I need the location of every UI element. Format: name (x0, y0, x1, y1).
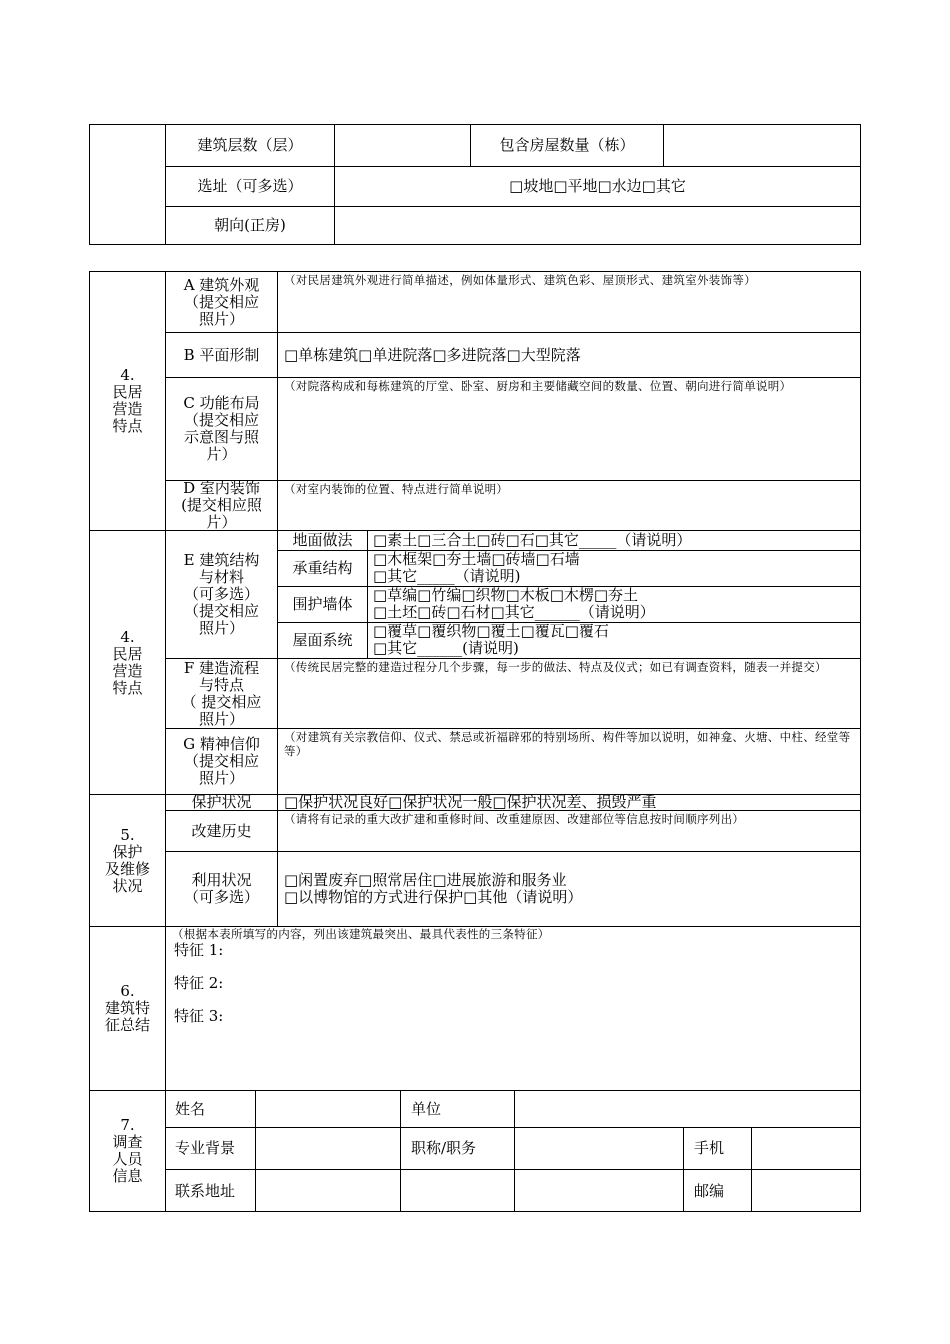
label-line: (提交相应照 (181, 496, 262, 514)
usage-status-options-2[interactable]: □以博物馆的方式进行保护□其他（请说明） (284, 888, 583, 906)
bearing-structure-label (278, 551, 367, 586)
enclosure-wall-other[interactable]: □土坯□砖□石材□其它______（请说明） (373, 603, 655, 621)
label-line: G 精神信仰 (183, 735, 260, 753)
process-hint[interactable]: （传统民居完整的建造过程分几个步骤，每一步的做法、特点及仪式；如已有调查资料，随表一并提交） (284, 660, 827, 674)
section-title-line: 营造 (112, 661, 143, 680)
feature-1-label[interactable]: 特征 1: (174, 941, 224, 959)
unit-label: 单位 (411, 1100, 442, 1118)
label-line: C 功能布局 (183, 394, 260, 412)
plan-form-options[interactable]: □单栋建筑□单进院落□多进院落□大型院落 (284, 346, 581, 364)
feature-3-label[interactable]: 特征 3: (174, 1007, 224, 1025)
section-6-title (90, 927, 165, 1090)
appearance-hint[interactable]: （对民居建筑外观进行简单描述，例如体量形式、建筑色彩、屋顶形式、建筑室外装饰等） (284, 273, 756, 287)
renovation-history-hint[interactable]: （请将有记录的重大改扩建和重修时间、改重建原因、改建部位等信息按时间顺序列出） (284, 812, 745, 826)
background-field[interactable] (257, 1129, 399, 1168)
section-title-line: 营造 (112, 400, 143, 418)
bearing-structure-other[interactable]: □其它_____（请说明) (373, 567, 521, 585)
houses-label: 包含房屋数量（栋） (499, 136, 635, 154)
layout-hint[interactable]: （对院落构成和每栋建筑的厅堂、卧室、厨房和主要储藏空间的数量、位置、朝向进行简单说明） (284, 379, 792, 393)
label-line: 片） (206, 513, 237, 531)
feature-2-label[interactable]: 特征 2: (174, 974, 224, 992)
site-label: 选址（可多选） (197, 177, 303, 195)
unit-field[interactable] (516, 1092, 859, 1126)
row-label-B (166, 333, 277, 377)
row-label-E (166, 531, 277, 658)
section-number: 6. (120, 982, 135, 1000)
label-line: 片） (206, 445, 237, 463)
section-title-line: 民居 (112, 383, 143, 401)
row-label-F (166, 659, 277, 728)
section-title-line: 民居 (112, 644, 143, 663)
label-line: F 建造流程 (183, 658, 260, 677)
phone-field[interactable] (753, 1129, 859, 1168)
label-line: 地面做法 (292, 531, 353, 549)
row-label-G (166, 729, 277, 794)
floors-value-field[interactable] (336, 126, 469, 165)
section-4a-title (90, 272, 165, 530)
label-line: 照片） (198, 309, 244, 328)
section-title-line: 征总结 (104, 1016, 150, 1034)
postcode-label: 邮编 (694, 1182, 725, 1200)
section-title-line: 及维修 (104, 859, 150, 878)
label-line: 改建历史 (191, 821, 252, 840)
row-label-C (166, 378, 277, 480)
section-5-title (90, 795, 165, 926)
phone-label: 手机 (694, 1139, 725, 1157)
row-label-A (166, 272, 277, 332)
label-line: （可多选） (183, 888, 259, 906)
label-line: 围护墙体 (292, 595, 353, 613)
section-title-line: 特点 (112, 417, 143, 435)
features-hint: （根据本表所填写的内容，列出该建筑最突出、最具代表性的三条特征） (172, 927, 550, 941)
section-number: 5. (120, 825, 135, 844)
label-line: 承重结构 (292, 559, 353, 577)
row-label-D (166, 481, 277, 530)
bearing-structure-options[interactable]: □木框架□夯土墙□砖墙□石墙 (373, 550, 580, 568)
section-number: 4. (120, 627, 135, 646)
label-line: （提交相应 (183, 411, 259, 429)
label-line: 照片） (198, 709, 244, 728)
section-title-line: 信息 (112, 1167, 143, 1185)
floors-label: 建筑层数（层） (197, 136, 303, 154)
label-line: D 室内装饰 (183, 479, 260, 497)
roof-system-options[interactable]: □覆草□覆织物□覆土□覆瓦□覆石 (373, 622, 609, 640)
protection-status-label (166, 795, 277, 810)
section-title-line: 状况 (112, 876, 143, 895)
background-label: 专业背景 (175, 1139, 236, 1157)
label-line: （ 提交相应 (181, 692, 262, 711)
enclosure-wall-options[interactable]: □草编□竹编□织物□木板□木楞□夯土 (373, 586, 639, 604)
label-line: E 建筑结构 (183, 551, 260, 569)
protection-status-options[interactable]: □保护状况良好□保护状况一般□保护状况差、损毁严重 (284, 793, 657, 811)
label-line: （提交相应 (183, 602, 259, 620)
roof-system-label (278, 623, 367, 658)
renovation-history-label (166, 811, 277, 851)
orientation-value-field[interactable] (336, 208, 859, 243)
section-title-line: 人员 (112, 1150, 143, 1168)
label-line: 照片） (198, 769, 244, 787)
postcode-field[interactable] (753, 1171, 859, 1210)
houses-value-field[interactable] (665, 126, 859, 165)
position-label: 职称/职务 (411, 1139, 477, 1157)
address-field[interactable] (257, 1171, 682, 1210)
orientation-label: 朝向(正房) (214, 216, 286, 234)
label-line: B 平面形制 (183, 345, 260, 364)
label-line: 照片） (198, 619, 244, 637)
site-options[interactable]: □坡地□平地□水边□其它 (509, 177, 686, 195)
section-7-title (90, 1091, 165, 1211)
section-title-line: 调查 (112, 1133, 143, 1151)
section-4b-title (90, 531, 165, 794)
floor-method-options[interactable]: □素土□三合土□砖□石□其它_____（请说明） (373, 531, 692, 549)
roof-system-other[interactable]: □其它______(请说明) (373, 639, 519, 657)
label-line: 利用状况 (191, 871, 252, 889)
floor-method-label (278, 531, 367, 550)
label-line: （提交相应 (183, 292, 259, 311)
section-title-line: 建筑特 (104, 999, 150, 1017)
label-line: 与特点 (198, 675, 244, 694)
label-line: 保护状况 (191, 793, 252, 811)
section-number: 4. (120, 366, 135, 384)
usage-status-options[interactable]: □闲置废弃□照常居住□进展旅游和服务业 (284, 871, 567, 889)
position-field[interactable] (516, 1129, 682, 1168)
label-line: 与材料 (198, 568, 244, 586)
label-line: 屋面系统 (292, 631, 353, 649)
investigator-name-field[interactable] (257, 1092, 399, 1126)
belief-hint[interactable]: （对建筑有关宗教信仰、仪式、禁忌或祈福辟邪的特别场所、构件等加以说明，如神龛、火塘、中柱、经堂等等） (284, 730, 851, 758)
label-line: （提交相应 (183, 752, 259, 770)
interior-hint[interactable]: （对室内装饰的位置、特点进行简单说明） (284, 482, 509, 496)
label-line: （可多选） (183, 585, 259, 603)
label-line: A 建筑外观 (183, 275, 260, 294)
section-title-line: 保护 (112, 842, 143, 861)
label-line: 示意图与照 (183, 428, 259, 446)
usage-status-label (166, 852, 277, 926)
section-title-line: 特点 (112, 678, 143, 697)
enclosure-wall-label (278, 587, 367, 622)
investigator-name-label: 姓名 (175, 1100, 206, 1118)
address-label: 联系地址 (175, 1182, 236, 1200)
section-number: 7. (120, 1116, 135, 1134)
